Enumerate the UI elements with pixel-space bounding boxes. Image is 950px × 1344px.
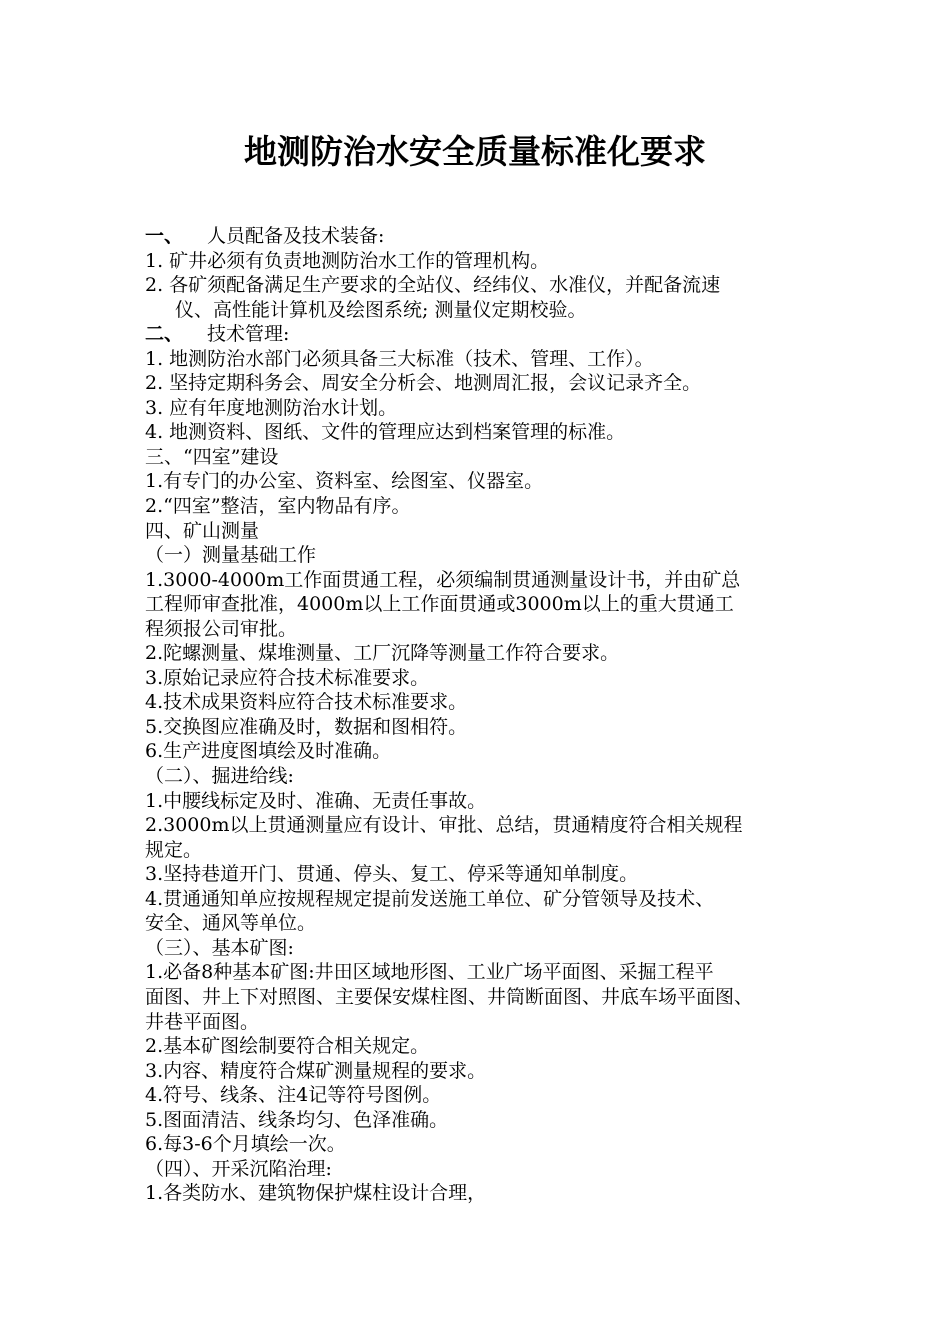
text-line (145, 1059, 825, 1084)
line-text: 程须报公司审批。 (145, 617, 298, 640)
text-line (145, 1010, 825, 1035)
document-body (145, 224, 825, 1206)
text-line (145, 592, 825, 617)
line-text: 仪、高性能计算机及绘图系统; 测量仪定期校验。 (175, 298, 587, 321)
document-title: 地测防治水安全质量标准化要求 (244, 132, 706, 171)
text-line (145, 322, 825, 347)
line-text: 2. 坚持定期科务会、周安全分析会、地测周汇报，会议记录齐全。 (145, 372, 702, 395)
line-text: 1.有专门的办公室、资料室、绘图室、仪器室。 (145, 470, 544, 493)
text-line (145, 911, 825, 936)
line-text: 工程师审查批准，4000m以上工作面贯通或3000m以上的重大贯通工 (145, 593, 734, 616)
text-line (145, 469, 825, 494)
section-number: 一、 (145, 225, 184, 247)
text-line (145, 1181, 825, 1206)
line-text: 技术管理: (207, 323, 290, 346)
text-line (145, 1083, 825, 1108)
text-line (145, 985, 825, 1010)
text-line (145, 739, 825, 764)
line-text: （一）测量基础工作 (145, 544, 317, 567)
line-text: 人员配备及技术装备: (207, 225, 385, 247)
line-text: 2.陀螺测量、煤堆测量、工厂沉降等测量工作符合要求。 (145, 642, 620, 665)
line-text: （三）、基本矿图: (145, 936, 294, 959)
text-line (145, 617, 825, 642)
text-line (145, 690, 825, 715)
section-number: 二、 (145, 323, 184, 346)
line-text: 1. 地测防治水部门必须具备三大标准（技术、管理、工作）。 (145, 347, 654, 370)
text-line (145, 1034, 825, 1059)
line-text: 1. 矿井必须有负责地测防治水工作的管理机构。 (145, 249, 550, 272)
line-text: 规定。 (145, 838, 203, 861)
line-text: 3.原始记录应符合技术标准要求。 (145, 666, 430, 689)
line-text: 5.交换图应准确及时，数据和图相符。 (145, 715, 468, 738)
line-text: 3.内容、精度符合煤矿测量规程的要求。 (145, 1059, 487, 1082)
text-line (145, 273, 825, 298)
line-text: 1.必备8种基本矿图:井田区域地形图、工业广场平面图、采掘工程平 (145, 961, 714, 984)
text-line (145, 371, 825, 396)
line-text: 井巷平面图。 (145, 1010, 260, 1033)
text-line (145, 887, 825, 912)
text-line (145, 838, 825, 863)
text-line (145, 445, 825, 470)
line-text: 1.3000-4000m工作面贯通工程，必须编制贯通测量设计书，并由矿总 (145, 568, 741, 591)
line-text: 2. 各矿须配备满足生产要求的全站仪、经纬仪、水准仪，并配备流速 (145, 274, 721, 297)
line-text: 2.基本矿图绘制要符合相关规定。 (145, 1035, 430, 1058)
text-line (145, 862, 825, 887)
line-text: 4.符号、线条、注4记等符号图例。 (145, 1084, 442, 1107)
line-text: 1.中腰线标定及时、准确、无责任事故。 (145, 789, 487, 812)
line-text: 1.各类防水、建筑物保护煤柱设计合理， (145, 1182, 487, 1205)
line-text: 6.每3-6个月填绘一次。 (145, 1133, 346, 1156)
text-line (145, 764, 825, 789)
text-line (145, 347, 825, 372)
text-line (145, 224, 825, 249)
text-line (145, 494, 825, 519)
line-text: 2.“四室”整洁，室内物品有序。 (145, 495, 411, 518)
text-line (145, 420, 825, 445)
line-text: 面图、井上下对照图、主要保安煤柱图、井筒断面图、井底车场平面图、 (145, 985, 754, 1008)
text-line (145, 1132, 825, 1157)
text-line (145, 936, 825, 961)
text-line (145, 960, 825, 985)
text-line (145, 298, 825, 323)
line-text: 安全、通风等单位。 (145, 912, 317, 935)
text-line (145, 543, 825, 568)
line-text: 6.生产进度图填绘及时准确。 (145, 740, 392, 763)
text-line (145, 1108, 825, 1133)
text-line (145, 396, 825, 421)
text-line (145, 641, 825, 666)
line-text: 5.图面清洁、线条均匀、色泽准确。 (145, 1108, 449, 1131)
text-line (145, 789, 825, 814)
line-text: 3.坚持巷道开门、贯通、停头、复工、停采等通知单制度。 (145, 863, 639, 886)
line-text: 3. 应有年度地测防治水计划。 (145, 396, 398, 419)
text-line (145, 715, 825, 740)
text-line (145, 666, 825, 691)
line-text: （二）、掘进给线: (145, 765, 294, 788)
text-line (145, 813, 825, 838)
line-text: 四、矿山测量 (145, 519, 260, 542)
text-line (145, 249, 825, 274)
text-line (145, 1157, 825, 1182)
line-text: 2.3000m以上贯通测量应有设计、审批、总结，贯通精度符合相关规程 (145, 814, 743, 837)
line-text: （四）、开采沉陷治理: (145, 1157, 332, 1180)
text-line (145, 519, 825, 544)
line-text: 4. 地测资料、图纸、文件的管理应达到档案管理的标准。 (145, 421, 626, 444)
line-text: 4.贯通通知单应按规程规定提前发送施工单位、矿分管领导及技术、 (145, 887, 715, 910)
text-line (145, 568, 825, 593)
line-text: 4.技术成果资料应符合技术标准要求。 (145, 691, 468, 714)
line-text: 三、“四室”建设 (145, 445, 279, 468)
